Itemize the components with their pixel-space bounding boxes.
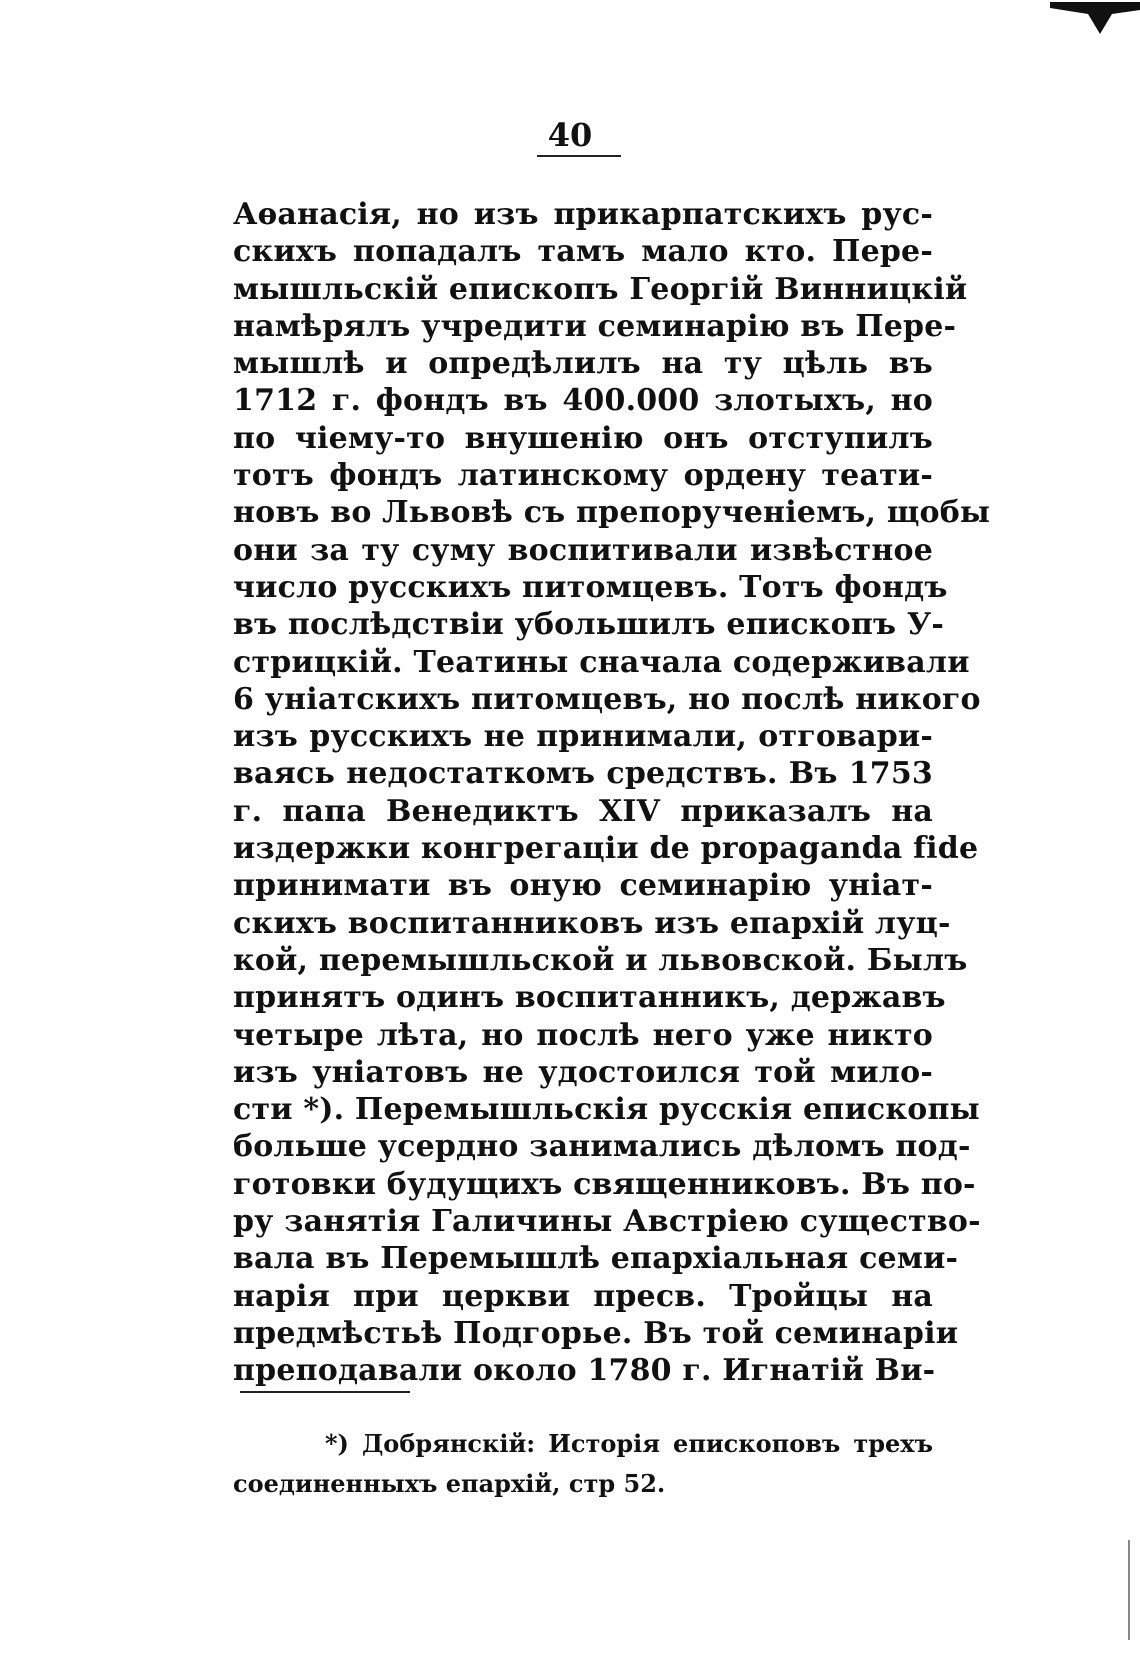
text-line: кой, перемышльской и львовской. Былъ — [233, 942, 968, 978]
text-line: 1712 г. фондъ въ 400.000 злотыхъ, но — [233, 383, 933, 419]
text-line: нарія при церкви пресв. Тройцы на — [233, 1278, 933, 1314]
page-number: 40 — [547, 116, 593, 154]
text-line: тотъ фондъ латинскому ордену теати- — [233, 458, 933, 494]
footnote — [233, 1424, 933, 1504]
text-line: ваясь недостаткомъ средствъ. Въ 1753 — [233, 756, 933, 792]
footnote-line: *) Добрянскій: Исторія епископовъ трехъ — [325, 1429, 933, 1458]
text-line: мышльскій епископъ Георгій Винницкій — [233, 271, 968, 307]
text-line: издержки конгрегаціи de propaganda fide — [233, 831, 979, 867]
text-line: ру занятія Галичины Австріею существо- — [233, 1204, 981, 1240]
text-line: больше усердно занимались дѣломъ под- — [233, 1129, 971, 1165]
ink-blot-mark — [1050, 0, 1140, 40]
footnote-line: соединенныхъ епархій, стр 52. — [233, 1469, 666, 1498]
text-line: преподавали около 1780 г. Игнатій Ви- — [233, 1353, 936, 1389]
text-line: предмѣстьѣ Подгорье. Въ той семинаріи — [233, 1315, 959, 1351]
body-text — [233, 196, 991, 1390]
text-line: принимати въ оную семинарію уніат- — [233, 868, 933, 904]
text-line: они за ту суму воспитивали извѣстное — [233, 532, 933, 568]
text-line: готовки будущихъ священниковъ. Въ по- — [233, 1166, 976, 1202]
text-line: стрицкій. Театины сначала содерживали — [233, 644, 970, 680]
text-line: изъ русскихъ не принимали, отговари- — [233, 719, 933, 755]
text-line: намѣрялъ учредити семинарію въ Пере- — [233, 308, 957, 344]
text-line: четыре лѣта, но послѣ него уже никто — [233, 1017, 933, 1053]
text-line: число русскихъ питомцевъ. Тотъ фондъ — [233, 569, 948, 605]
page-number-rule — [537, 155, 621, 157]
text-line: новъ во Львовѣ съ препорученіемъ, щобы — [233, 495, 991, 531]
text-line: Аѳанасія, но изъ прикарпатскихъ рус- — [233, 197, 933, 232]
text-line: вала въ Перемышлѣ епархіальная семи- — [233, 1241, 959, 1277]
text-line: изъ уніатовъ не удостоился той милo- — [233, 1054, 933, 1090]
text-line: скихъ воспитанниковъ изъ епархій луц- — [233, 905, 951, 941]
text-line: въ послѣдствіи убольшилъ епископъ У- — [233, 607, 945, 643]
text-line: мышлѣ и опредѣлилъ на ту цѣль въ — [233, 346, 933, 382]
text-line: г. папа Венедиктъ XIV приказалъ на — [233, 793, 933, 829]
text-line: по чіему-то внушенію онъ отступилъ — [233, 420, 933, 456]
text-line: сти *). Перемышльскія русскія епископы — [233, 1092, 980, 1128]
footnote-rule — [240, 1391, 410, 1393]
text-line: 6 уніатскихъ питомцевъ, но послѣ никого — [233, 681, 981, 717]
text-line: скихъ попадалъ тамъ мало кто. Пере- — [233, 234, 933, 270]
text-line: принятъ одинъ воспитанникъ, державъ — [233, 980, 946, 1016]
page-edge-mark — [1128, 1540, 1130, 1640]
